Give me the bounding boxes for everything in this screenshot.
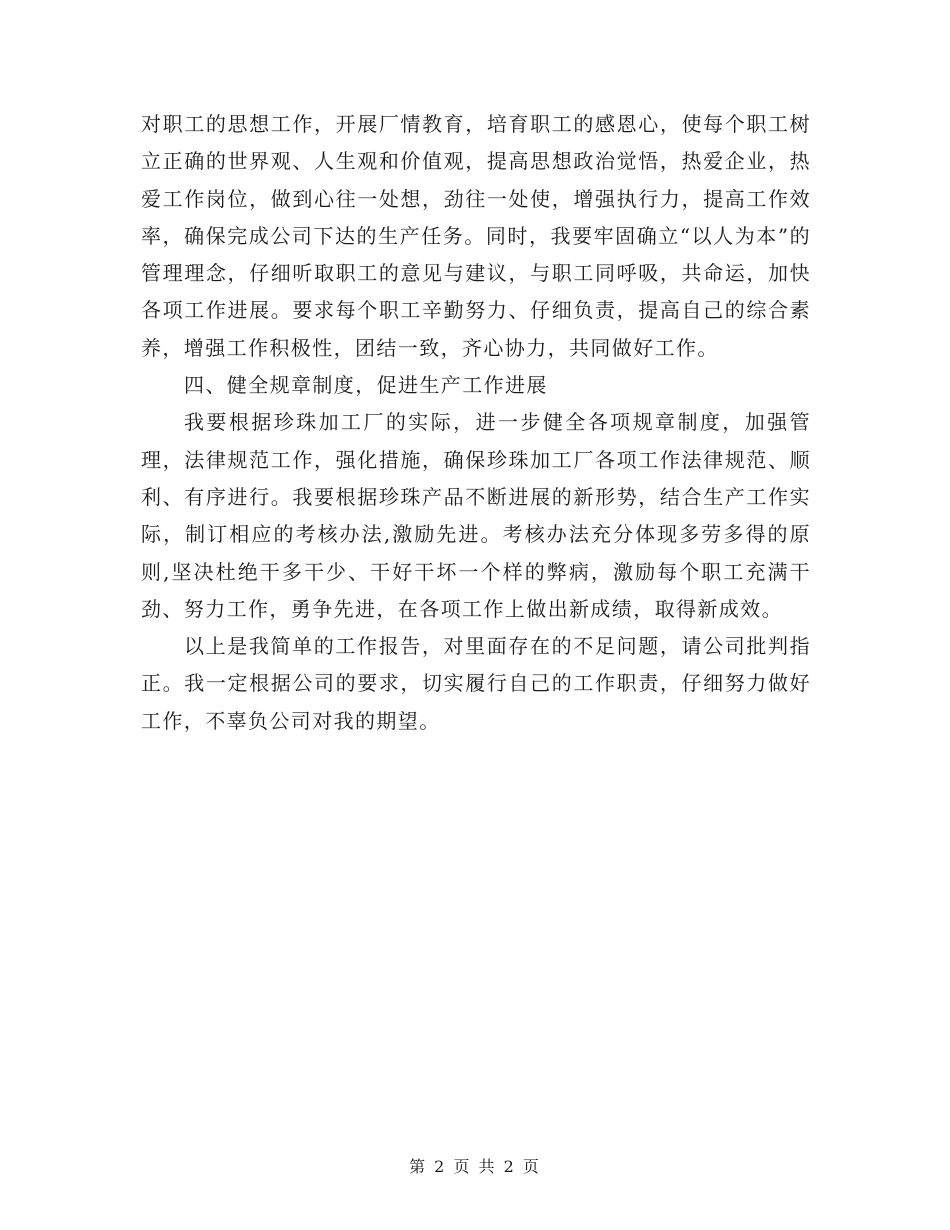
paragraph-continuation: 对职工的思想工作，开展厂情教育，培育职工的感恩心，使每个职工树立正确的世界观、人生观和价值观，提高思想政治觉悟，热爱企业，热爱工作岗位，做到心往一处想，劲往一处使，增强执行力，提高工作效率，确保完成公司下达的生产任务。同时，我要牢固确立“以人为本”的管理理念，仔细听取职工的意见与建议，与职工同呼吸，共命运，加快各项工作进展。要求每个职工辛勤努力、仔细负责，提高自己的综合素养，增强工作积极性，团结一致，齐心协力，共同做好工作。 — [141, 112, 811, 360]
document-body — [141, 106, 811, 740]
footer-suffix: 页 — [515, 1157, 541, 1176]
footer-total-pages: 2 — [503, 1157, 516, 1176]
footer-middle: 页 共 — [446, 1157, 504, 1176]
section-heading-four: 四、健全规章制度，促进生产工作进展 — [184, 373, 548, 398]
paragraph-closing: 以上是我简单的工作报告，对里面存在的不足问题，请公司批判指正。我一定根据公司的要求，切实履行自己的工作职责，仔细努力做好工作，不辜负公司对我的期望。 — [141, 634, 811, 733]
footer-page-number: 2 — [434, 1157, 447, 1176]
footer-prefix: 第 — [409, 1157, 435, 1176]
paragraph-rules: 我要根据珍珠加工厂的实际，进一步健全各项规章制度，加强管理，法律规范工作，强化措施，确保珍珠加工厂各项工作法律规范、顺利、有序进行。我要根据珍珠产品不断进展的新形势，结合生产工作实际，制订相应的考核办法,激励先进。考核办法充分体现多劳多得的原则,坚决杜绝干多干少、干好干坏一个样的弊病，激励每个职工充满干劲、努力工作，勇争先进，在各项工作上做出新成绩，取得新成效。 — [141, 410, 811, 621]
page-footer — [0, 1154, 950, 1177]
